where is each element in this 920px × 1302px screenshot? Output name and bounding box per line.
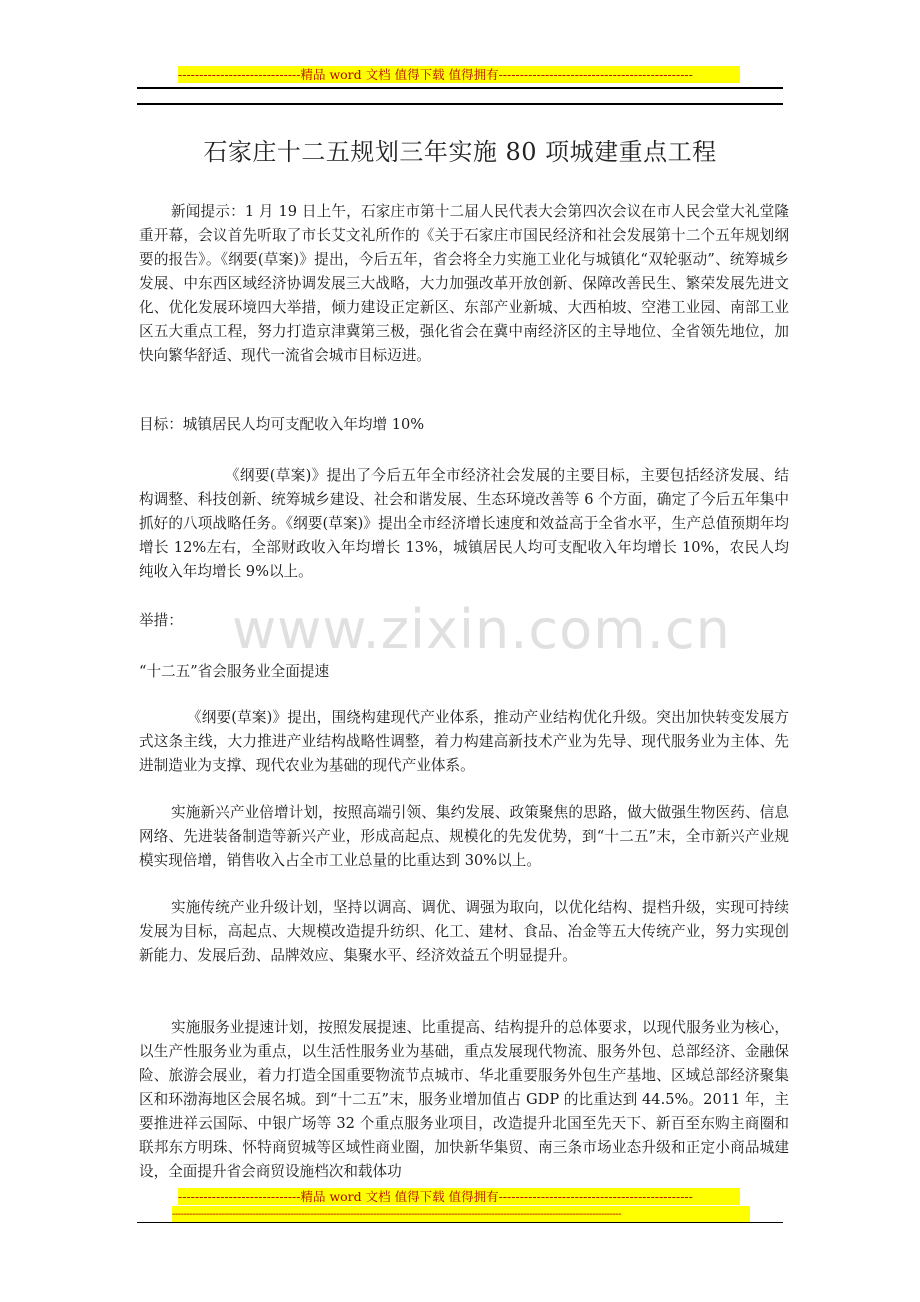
footer-rule	[137, 1222, 783, 1223]
footer-banner: -----------------------------精品 word 文档 值得下载 值得拥有----------------------------------------------	[178, 1188, 740, 1205]
paragraph-emerging-industries: 实施新兴产业倍增计划，按照高端引领、集约发展、政策聚焦的思路，做大做强生物医药、信息网络、先进装备制造等新兴产业，形成高起点、规模化的先发优势，到“十二五”末，全市新兴产业规模实现倍增，销售收入占全市工业总量的比重达到 30%以上。	[139, 804, 789, 869]
header-rule-thin	[137, 103, 783, 105]
document-title: 石家庄十二五规划三年实施 80 项城建重点工程	[203, 138, 717, 166]
paragraph-measures: 举措：	[139, 612, 183, 629]
footer-dash-line: ------------------------------------------------------------------------------------------------------------------------------------------------------------	[172, 1206, 750, 1223]
paragraph-goal: 目标：城镇居民人均可支配收入年均增 10%	[139, 416, 425, 433]
paragraph-service-industry: 实施服务业提速计划，按照发展提速、比重提高、结构提升的总体要求，以现代服务业为核心，以生产性服务业为重点，以生活性服务业为基础，重点发展现代物流、服务外包、总部经济、金融保险、旅游会展业，着力打造全国重要物流节点城市、华北重要服务外包生产基地、区域总部经济聚集区和环渤海地区会展名城。到“十二五”末，服务业增加值占 GDP 的比重达到 44.5%。2011 年，主要推进祥云国际、中银广场等 32 个重点服务业项目，改造提升北国至先天下、新百至东购主商圈和联邦东方明珠、怀特商贸城等区域性商业圈，加快新华集贸、南三条市场业态升级和正定小商品城建设，全面提升省会商贸设施档次和载体功	[139, 1019, 789, 1180]
header-banner: -----------------------------精品 word 文档 值得下载 值得拥有----------------------------------------------	[178, 66, 740, 83]
paragraph-traditional-industries: 实施传统产业升级计划，坚持以调高、调优、调强为取向，以优化结构、提档升级，实现可持续发展为目标，高起点、大规模改造提升纺织、化工、建材、食品、冶金等五大传统产业，努力实现创新能力、发展后劲、品牌效应、集聚水平、经济效益五个明显提升。	[139, 899, 789, 964]
paragraph-intro: 新闻提示：1 月 19 日上午，石家庄市第十二届人民代表大会第四次会议在市人民会堂大礼堂隆重开幕，会议首先听取了市长艾文礼所作的《关于石家庄市国民经济和社会发展第十二个五年规划纲要的报告》。《纲要(草案)》提出，今后五年，省会将全力实施工业化与城镇化“双轮驱动”、统筹城乡发展、中东西区域经济协调发展三大战略，大力加强改革开放创新、保障改善民生、繁荣发展先进文化、优化发展环境四大举措，倾力建设正定新区、东部产业新城、大西柏坡、空港工业园、南部工业区五大重点工程，努力打造京津冀第三极，强化省会在冀中南经济区的主导地位、全省领先地位，加快向繁华舒适、现代一流省会城市目标迈进。	[139, 203, 789, 364]
header-rule-thick	[137, 87, 783, 89]
section-heading: “十二五”省会服务业全面提速	[139, 663, 330, 680]
paragraph-outline: 《纲要(草案)》提出了今后五年全市经济社会发展的主要目标，主要包括经济发展、结构调整、科技创新、统筹城乡建设、社会和谐发展、生态环境改善等 6 个方面，确定了今后五年集中抓好的八项战略任务。《纲要(草案)》提出全市经济增长速度和效益高于全省水平，生产总值预期年均增长 12%左右，全部财政收入年均增长 13%，城镇居民人均可支配收入年均增长 10%，农民人均纯收入年均增长 9%以上。	[139, 467, 789, 580]
paragraph-industry-system: 《纲要(草案)》提出，围绕构建现代产业体系，推动产业结构优化升级。突出加快转变发展方式这条主线，大力推进产业结构战略性调整，着力构建高新技术产业为先导、现代服务业为主体、先进制造业为支撑、现代农业为基础的现代产业体系。	[139, 709, 789, 774]
watermark: www.zixin.com.cn	[232, 598, 731, 661]
